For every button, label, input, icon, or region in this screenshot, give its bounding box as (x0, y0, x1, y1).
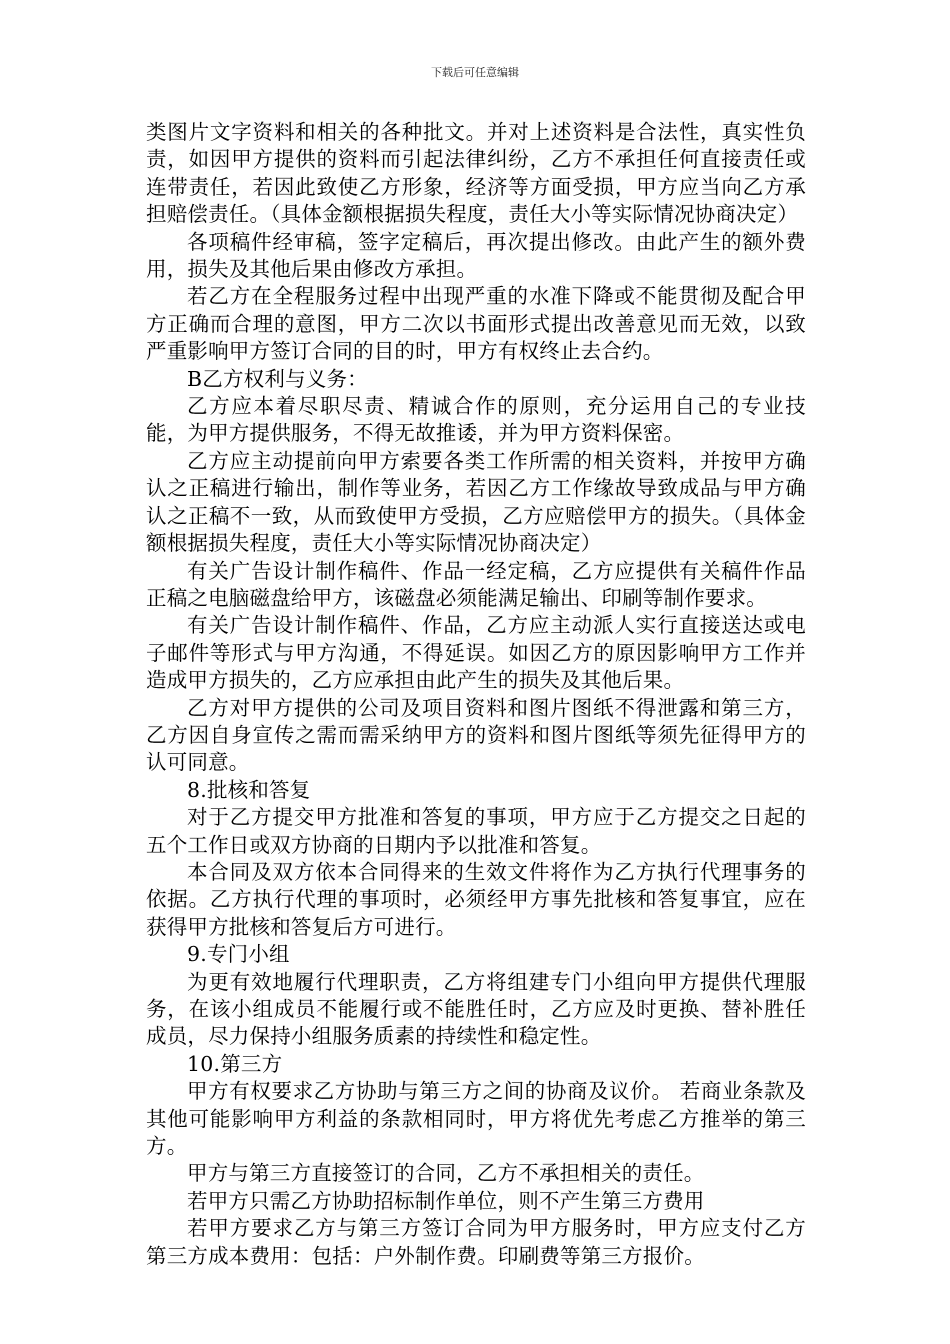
section-heading-approval: 8.批核和答复 (187, 777, 311, 802)
paragraph-third-party-negotiation: 甲方有权要求乙方协助与第三方之间的协商及议价。 若商业条款及其他可能影响甲方利益的条款相同时，甲方将优先考虑乙方推举的第三方。 (146, 1079, 806, 1159)
paragraph-team: 为更有效地履行代理职责，乙方将组建专门小组向甲方提供代理服务，在该小组成员不能履行或不能胜任时，乙方应及时更换、替补胜任成员，尽力保持小组服务质素的持续性和稳定性。 (146, 969, 806, 1049)
paragraph-materials-request: 乙方应主动提前向甲方索要各类工作所需的相关资料，并按甲方确认之正稿进行输出，制作等业务，若因乙方工作缘故导致成品与甲方确认之正稿不一致，从而致使甲方受损，乙方应赔偿甲方的损失。（具体金额根据损失程度，责任大小等实际情况协商决定） (146, 448, 806, 556)
paragraph-revision-costs: 各项稿件经审稿，签字定稿后，再次提出修改。由此产生的额外费用，损失及其他后果由修改方承担。 (146, 229, 806, 282)
section-heading-party-b-rights: B乙方权利与义务： (187, 366, 368, 391)
section-heading-third-party: 10.第三方 (187, 1051, 283, 1076)
paragraph-confidentiality: 乙方对甲方提供的公司及项目资料和图片图纸不得泄露和第三方，乙方因自身宣传之需而需采纳甲方的资料和图片图纸等须先征得甲方的认可同意。 (146, 695, 806, 775)
paragraph-third-party-tender: 若甲方只需乙方协助招标制作单位，则不产生第三方费用 (187, 1188, 705, 1213)
paragraph-delivery: 有关广告设计制作稿件、作品，乙方应主动派人实行直接送达或电子邮件等形式与甲方沟通，不得延误。如因乙方的原因影响甲方工作并造成甲方损失的，乙方应承担由此产生的损失及其他后果。 (146, 613, 806, 693)
document-body (146, 119, 806, 1270)
paragraph-approval-basis: 本合同及双方依本合同得来的生效文件将作为乙方执行代理事务的依据。乙方执行代理的事项时，必须经甲方事先批核和答复事宜，应在获得甲方批核和答复后方可进行。 (146, 859, 806, 939)
paragraph-final-disk: 有关广告设计制作稿件、作品一经定稿，乙方应提供有关稿件作品正稿之电脑磁盘给甲方，该磁盘必须能满足输出、印刷等制作要求。 (146, 558, 806, 610)
paragraph-termination: 若乙方在全程服务过程中出现严重的水准下降或不能贯彻及配合甲方正确而合理的意图，甲方二次以书面形式提出改善意见而无效，以致严重影响甲方签订合同的目的时，甲方有权终止去合约。 (146, 284, 806, 364)
page-header: 下载后可任意编辑 (431, 66, 519, 79)
paragraph-continuation: 类图片文字资料和相关的各种批文。并对上述资料是合法性，真实性负责，如因甲方提供的资料而引起法律纠纷，乙方不承担任何直接责任或连带责任，若因此致使乙方形象，经济等方面受损，甲方应当向乙方承担赔偿责任。（具体金额根据损失程度，责任大小等实际情况协商决定） (146, 120, 806, 227)
paragraph-third-party-direct: 甲方与第三方直接签订的合同，乙方不承担相关的责任。 (187, 1161, 705, 1186)
paragraph-professional-duty: 乙方应本着尽职尽责、精诚合作的原则，充分运用自己的专业技能，为甲方提供服务，不得无故推诿，并为甲方资料保密。 (146, 394, 806, 446)
paragraph-third-party-costs: 若甲方要求乙方与第三方签订合同为甲方服务时，甲方应支付乙方第三方成本费用：包括：户外制作费。印刷费等第三方报价。 (146, 1216, 806, 1268)
paragraph-approval-timeline: 对于乙方提交甲方批准和答复的事项，甲方应于乙方提交之日起的五个工作日或双方协商的日期内予以批准和答复。 (146, 805, 806, 857)
section-heading-team: 9.专门小组 (187, 942, 290, 967)
